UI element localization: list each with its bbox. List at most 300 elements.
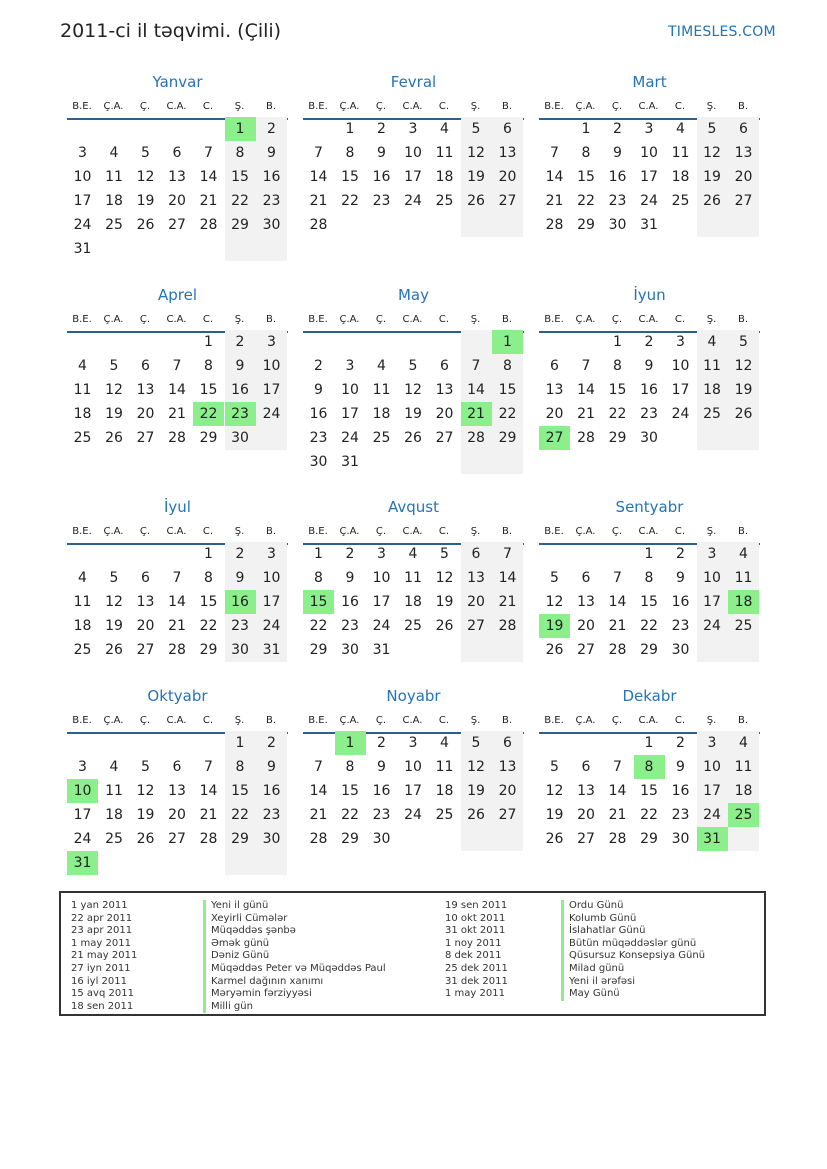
day-cell: 9 bbox=[235, 358, 245, 374]
day-cell: 21 bbox=[608, 807, 627, 823]
holiday-day: 23 bbox=[225, 402, 256, 426]
day-cell: 5 bbox=[550, 759, 559, 775]
weekday-header: C. bbox=[202, 715, 214, 726]
day-cell: 25 bbox=[671, 193, 690, 209]
weekend-bg bbox=[225, 851, 256, 875]
day-cell: 5 bbox=[471, 121, 481, 137]
weekday-header: Ç. bbox=[139, 526, 151, 537]
day-cell: 20 bbox=[498, 169, 517, 185]
day-cell: 11 bbox=[734, 570, 753, 586]
holiday-date: 1 noy 2011 bbox=[445, 937, 502, 949]
holidays-list bbox=[59, 891, 766, 1016]
weekday-header: B.E. bbox=[72, 101, 92, 112]
weekday-header: Ç.A. bbox=[103, 314, 124, 325]
weekday-header: B. bbox=[265, 526, 277, 537]
weekday-header: Ş. bbox=[234, 101, 245, 112]
day-cell: 27 bbox=[136, 430, 155, 446]
day-cell: 20 bbox=[577, 807, 595, 823]
day-cell: 24 bbox=[341, 430, 359, 446]
day-cell: 27 bbox=[168, 831, 186, 847]
weekend-bg bbox=[461, 638, 492, 662]
day-cell: 17 bbox=[404, 169, 422, 185]
day-cell: 21 bbox=[199, 193, 218, 209]
day-cell: 24 bbox=[703, 618, 721, 634]
day-cell: 11 bbox=[435, 145, 454, 161]
day-cell: 24 bbox=[372, 618, 391, 634]
day-cell: 17 bbox=[262, 382, 281, 398]
holiday-date: 19 sen 2011 bbox=[445, 900, 508, 911]
day-cell: 18 bbox=[73, 618, 92, 634]
day-cell: 6 bbox=[172, 759, 182, 775]
day-cell: 30 bbox=[341, 642, 359, 658]
day-cell: 30 bbox=[309, 454, 328, 470]
day-cell: 9 bbox=[644, 358, 654, 374]
weekday-header: B.E. bbox=[72, 314, 92, 325]
weekday-header: C.A. bbox=[402, 715, 423, 726]
weekday-header: C. bbox=[674, 715, 686, 726]
day-cell: 17 bbox=[703, 594, 721, 610]
weekday-header: C. bbox=[202, 101, 214, 112]
holiday-name: Kolumb Günü bbox=[561, 913, 705, 926]
day-cell: 2 bbox=[314, 358, 323, 374]
day-cell: 6 bbox=[471, 546, 481, 562]
day-cell: 25 bbox=[73, 642, 92, 658]
day-cell: 18 bbox=[73, 406, 92, 422]
day-cell: 5 bbox=[109, 358, 119, 374]
brand-link[interactable]: TIMESLES.COM bbox=[668, 24, 776, 40]
day-cell: 20 bbox=[168, 193, 186, 209]
day-cell: 3 bbox=[644, 121, 654, 137]
month-yanvar bbox=[67, 73, 288, 263]
day-cell: 1 bbox=[314, 546, 323, 562]
weekday-header: Ş. bbox=[706, 101, 717, 112]
month-title: Aprel bbox=[157, 286, 198, 304]
month-dekabr bbox=[539, 687, 760, 877]
day-cell: 14 bbox=[168, 382, 186, 398]
day-cell: 20 bbox=[136, 406, 155, 422]
holiday-dates-left bbox=[71, 900, 137, 1013]
day-cell: 2 bbox=[235, 334, 245, 350]
day-cell: 8 bbox=[314, 570, 323, 586]
day-cell: 26 bbox=[467, 807, 485, 823]
month-i̇yun bbox=[539, 286, 760, 476]
weekend-bg bbox=[461, 450, 492, 474]
day-cell: 6 bbox=[172, 145, 182, 161]
day-cell: 26 bbox=[136, 831, 155, 847]
holiday-dates-right bbox=[445, 900, 508, 1001]
day-cell: 24 bbox=[404, 807, 422, 823]
weekday-header: B.E. bbox=[544, 526, 564, 537]
weekday-header: Ç.A. bbox=[575, 101, 596, 112]
day-cell: 19 bbox=[467, 169, 485, 185]
day-cell: 19 bbox=[545, 807, 564, 823]
weekday-header: Ç.A. bbox=[339, 715, 360, 726]
weekend-bg bbox=[728, 213, 759, 237]
day-cell: 18 bbox=[703, 382, 721, 398]
day-cell: 11 bbox=[404, 570, 422, 586]
weekend-bg bbox=[697, 213, 728, 237]
day-cell: 31 bbox=[262, 642, 281, 658]
day-cell: 10 bbox=[73, 169, 92, 185]
day-cell: 15 bbox=[608, 382, 627, 398]
day-cell: 26 bbox=[734, 406, 753, 422]
day-cell: 11 bbox=[734, 759, 753, 775]
day-cell: 3 bbox=[267, 334, 276, 350]
day-cell: 6 bbox=[503, 735, 512, 751]
day-cell: 8 bbox=[204, 570, 213, 586]
day-cell: 17 bbox=[671, 382, 690, 398]
day-cell: 8 bbox=[503, 358, 512, 374]
day-cell: 16 bbox=[309, 406, 328, 422]
holiday-day: 16 bbox=[225, 590, 256, 614]
day-cell: 6 bbox=[550, 358, 559, 374]
day-cell: 14 bbox=[309, 783, 328, 799]
weekday-header: Ş. bbox=[470, 526, 481, 537]
holiday-name: Qüsursuz Konsepsiya Günü bbox=[561, 950, 705, 963]
day-cell: 4 bbox=[739, 735, 748, 751]
day-cell: 4 bbox=[109, 759, 119, 775]
day-cell: 25 bbox=[435, 807, 454, 823]
day-cell: 2 bbox=[235, 546, 245, 562]
day-cell: 7 bbox=[172, 570, 182, 586]
holiday-date: 27 iyn 2011 bbox=[71, 962, 131, 974]
day-cell: 21 bbox=[168, 406, 186, 422]
day-cell: 1 bbox=[613, 334, 622, 350]
day-cell: 28 bbox=[309, 831, 328, 847]
day-cell: 22 bbox=[341, 193, 359, 209]
day-cell: 1 bbox=[581, 121, 591, 137]
day-cell: 25 bbox=[734, 618, 753, 634]
weekday-header: B.E. bbox=[308, 526, 328, 537]
month-oktyabr bbox=[67, 687, 288, 877]
day-cell: 30 bbox=[608, 217, 627, 233]
day-cell: 12 bbox=[105, 594, 123, 610]
day-cell: 6 bbox=[141, 570, 150, 586]
month-fevral bbox=[303, 73, 524, 263]
day-cell: 19 bbox=[105, 618, 123, 634]
day-cell: 2 bbox=[377, 735, 386, 751]
day-cell: 6 bbox=[440, 358, 449, 374]
day-cell: 24 bbox=[404, 193, 422, 209]
holiday-date: 15 avq 2011 bbox=[71, 988, 134, 1000]
day-cell: 10 bbox=[703, 759, 721, 775]
day-cell: 18 bbox=[435, 169, 454, 185]
holiday-date: 31 okt 2011 bbox=[445, 925, 506, 937]
weekday-header: B. bbox=[737, 101, 749, 112]
day-cell: 29 bbox=[608, 430, 627, 446]
weekday-header: C.A. bbox=[638, 715, 659, 726]
holiday-date: 23 apr 2011 bbox=[71, 925, 133, 937]
day-cell: 20 bbox=[577, 618, 595, 634]
day-cell: 12 bbox=[734, 358, 753, 374]
day-cell: 16 bbox=[671, 594, 690, 610]
day-cell: 19 bbox=[435, 594, 454, 610]
holiday-name: Müqəddəs Peter və Müqəddəs Paul bbox=[203, 963, 386, 976]
weekend-bg bbox=[728, 638, 759, 662]
weekday-header: C.A. bbox=[402, 101, 423, 112]
weekend-bg bbox=[728, 426, 759, 450]
day-cell: 13 bbox=[577, 783, 595, 799]
day-cell: 10 bbox=[262, 570, 281, 586]
weekday-header: Ç. bbox=[139, 314, 151, 325]
day-cell: 21 bbox=[309, 807, 328, 823]
day-cell: 16 bbox=[640, 382, 658, 398]
weekday-header: B. bbox=[265, 101, 277, 112]
day-cell: 3 bbox=[78, 759, 87, 775]
day-cell: 2 bbox=[377, 121, 386, 137]
day-cell: 17 bbox=[640, 169, 658, 185]
day-cell: 3 bbox=[377, 546, 386, 562]
weekday-header: B. bbox=[737, 715, 749, 726]
day-cell: 17 bbox=[703, 783, 721, 799]
weekday-header: B.E. bbox=[308, 101, 328, 112]
weekday-header: C.A. bbox=[402, 314, 423, 325]
day-cell: 24 bbox=[703, 807, 721, 823]
day-cell: 22 bbox=[341, 807, 359, 823]
day-cell: 10 bbox=[703, 570, 721, 586]
page-title: 2011-ci il təqvimi. (Çili) bbox=[60, 20, 282, 42]
day-cell: 22 bbox=[498, 406, 517, 422]
day-cell: 27 bbox=[467, 618, 485, 634]
weekend-bg bbox=[256, 851, 287, 875]
weekday-header: C. bbox=[438, 526, 450, 537]
day-cell: 7 bbox=[613, 570, 622, 586]
day-cell: 26 bbox=[105, 430, 123, 446]
day-cell: 8 bbox=[644, 570, 654, 586]
day-cell: 14 bbox=[608, 594, 627, 610]
day-cell: 19 bbox=[703, 169, 721, 185]
weekday-header: C.A. bbox=[166, 526, 187, 537]
day-cell: 28 bbox=[467, 430, 485, 446]
day-cell: 5 bbox=[141, 759, 150, 775]
day-cell: 10 bbox=[372, 570, 391, 586]
day-cell: 27 bbox=[498, 193, 517, 209]
day-cell: 14 bbox=[199, 169, 218, 185]
day-cell: 29 bbox=[640, 831, 658, 847]
day-cell: 4 bbox=[440, 121, 449, 137]
day-cell: 31 bbox=[341, 454, 359, 470]
day-cell: 29 bbox=[498, 430, 517, 446]
day-cell: 16 bbox=[341, 594, 359, 610]
day-cell: 4 bbox=[707, 334, 717, 350]
day-cell: 29 bbox=[231, 217, 249, 233]
weekend-bg bbox=[461, 827, 492, 851]
holiday-name: Karmel dağının xanımı bbox=[203, 976, 386, 989]
holiday-name: Ordu Günü bbox=[561, 900, 705, 913]
holiday-day: 31 bbox=[67, 851, 98, 875]
day-cell: 30 bbox=[640, 430, 658, 446]
weekday-header: Ç.A. bbox=[339, 101, 360, 112]
weekend-bg bbox=[225, 237, 256, 261]
weekday-header: B.E. bbox=[544, 314, 564, 325]
day-cell: 15 bbox=[341, 169, 359, 185]
weekday-header: C. bbox=[202, 526, 214, 537]
day-cell: 30 bbox=[671, 831, 690, 847]
day-cell: 30 bbox=[231, 642, 249, 658]
day-cell: 12 bbox=[105, 382, 123, 398]
day-cell: 6 bbox=[739, 121, 748, 137]
holiday-date: 10 okt 2011 bbox=[445, 912, 506, 924]
day-cell: 6 bbox=[581, 759, 591, 775]
holiday-date: 25 dek 2011 bbox=[445, 962, 508, 974]
day-cell: 23 bbox=[309, 430, 328, 446]
weekend-bg bbox=[697, 638, 728, 662]
day-cell: 21 bbox=[608, 618, 627, 634]
day-cell: 20 bbox=[467, 594, 485, 610]
weekday-header: C. bbox=[674, 314, 686, 325]
day-cell: 9 bbox=[676, 759, 685, 775]
day-cell: 5 bbox=[109, 570, 119, 586]
holiday-day: 19 bbox=[539, 614, 570, 638]
day-cell: 2 bbox=[267, 735, 276, 751]
day-cell: 10 bbox=[262, 358, 281, 374]
day-cell: 7 bbox=[550, 145, 559, 161]
month-aprel bbox=[67, 286, 288, 476]
day-cell: 20 bbox=[734, 169, 753, 185]
holiday-date: 22 apr 2011 bbox=[71, 912, 133, 924]
weekday-header: B. bbox=[501, 314, 513, 325]
day-cell: 9 bbox=[235, 570, 245, 586]
day-cell: 13 bbox=[734, 145, 753, 161]
day-cell: 25 bbox=[105, 217, 123, 233]
day-cell: 23 bbox=[372, 807, 391, 823]
day-cell: 28 bbox=[545, 217, 564, 233]
weekday-header: Ç.A. bbox=[339, 314, 360, 325]
weekday-header: B.E. bbox=[72, 715, 92, 726]
day-cell: 17 bbox=[341, 406, 359, 422]
day-cell: 1 bbox=[204, 334, 213, 350]
day-cell: 23 bbox=[608, 193, 627, 209]
day-cell: 25 bbox=[73, 430, 92, 446]
day-cell: 13 bbox=[435, 382, 454, 398]
weekday-header: Ç. bbox=[611, 101, 623, 112]
day-cell: 16 bbox=[372, 783, 391, 799]
day-cell: 24 bbox=[73, 217, 92, 233]
day-cell: 22 bbox=[199, 618, 218, 634]
weekend-bg bbox=[728, 827, 759, 851]
day-cell: 26 bbox=[136, 217, 155, 233]
day-cell: 27 bbox=[498, 807, 517, 823]
weekend-bg bbox=[492, 638, 523, 662]
day-cell: 12 bbox=[467, 759, 485, 775]
day-cell: 5 bbox=[550, 570, 559, 586]
day-cell: 8 bbox=[204, 358, 213, 374]
day-cell: 1 bbox=[644, 546, 654, 562]
day-cell: 24 bbox=[671, 406, 690, 422]
day-cell: 12 bbox=[136, 169, 155, 185]
day-cell: 15 bbox=[231, 169, 249, 185]
day-cell: 20 bbox=[498, 783, 517, 799]
day-cell: 4 bbox=[78, 570, 87, 586]
day-cell: 29 bbox=[199, 642, 218, 658]
day-cell: 30 bbox=[671, 642, 690, 658]
holiday-names-left bbox=[203, 900, 386, 1013]
day-cell: 13 bbox=[136, 594, 155, 610]
weekday-header: Ş. bbox=[234, 715, 245, 726]
day-cell: 10 bbox=[341, 382, 359, 398]
weekday-header: C. bbox=[202, 314, 214, 325]
day-cell: 29 bbox=[341, 831, 359, 847]
day-cell: 28 bbox=[168, 430, 186, 446]
day-cell: 30 bbox=[372, 831, 391, 847]
day-cell: 15 bbox=[231, 783, 249, 799]
day-cell: 24 bbox=[262, 618, 281, 634]
day-cell: 29 bbox=[577, 217, 595, 233]
day-cell: 1 bbox=[644, 735, 654, 751]
day-cell: 28 bbox=[498, 618, 517, 634]
day-cell: 29 bbox=[640, 642, 658, 658]
day-cell: 9 bbox=[345, 570, 355, 586]
holiday-date: 16 iyl 2011 bbox=[71, 975, 128, 987]
day-cell: 11 bbox=[105, 783, 123, 799]
holiday-day: 31 bbox=[697, 827, 728, 851]
day-cell: 30 bbox=[262, 831, 281, 847]
day-cell: 15 bbox=[341, 783, 359, 799]
day-cell: 7 bbox=[204, 759, 213, 775]
day-cell: 7 bbox=[613, 759, 622, 775]
weekday-header: Ç. bbox=[139, 101, 151, 112]
day-cell: 11 bbox=[671, 145, 690, 161]
weekday-header: Ç. bbox=[139, 715, 151, 726]
holiday-day: 27 bbox=[539, 426, 570, 450]
weekday-header: C. bbox=[674, 526, 686, 537]
day-cell: 12 bbox=[136, 783, 155, 799]
weekday-header: Ç. bbox=[375, 314, 387, 325]
weekday-header: Ş. bbox=[470, 101, 481, 112]
weekday-header: Ş. bbox=[706, 314, 717, 325]
month-title: Noyabr bbox=[386, 687, 441, 705]
day-cell: 6 bbox=[581, 570, 591, 586]
day-cell: 7 bbox=[503, 546, 512, 562]
day-cell: 12 bbox=[467, 145, 485, 161]
month-avqust bbox=[303, 498, 524, 688]
day-cell: 15 bbox=[640, 783, 658, 799]
day-cell: 9 bbox=[377, 145, 386, 161]
day-cell: 29 bbox=[199, 430, 218, 446]
weekday-header: C.A. bbox=[402, 526, 423, 537]
day-cell: 5 bbox=[141, 145, 150, 161]
weekday-header: B.E. bbox=[544, 101, 564, 112]
day-cell: 21 bbox=[577, 406, 595, 422]
day-cell: 15 bbox=[199, 594, 218, 610]
day-cell: 27 bbox=[435, 430, 454, 446]
day-cell: 9 bbox=[613, 145, 622, 161]
day-cell: 3 bbox=[707, 546, 717, 562]
day-cell: 18 bbox=[671, 169, 690, 185]
day-cell: 22 bbox=[309, 618, 328, 634]
weekday-header: Ş. bbox=[234, 314, 245, 325]
day-cell: 13 bbox=[498, 145, 517, 161]
day-cell: 23 bbox=[372, 193, 391, 209]
day-cell: 25 bbox=[372, 430, 391, 446]
day-cell: 5 bbox=[707, 121, 717, 137]
day-cell: 4 bbox=[408, 546, 418, 562]
weekday-header: B.E. bbox=[72, 526, 92, 537]
holiday-day: 8 bbox=[634, 755, 665, 779]
day-cell: 1 bbox=[235, 735, 245, 751]
day-cell: 4 bbox=[676, 121, 685, 137]
weekday-header: B.E. bbox=[544, 715, 564, 726]
holiday-name: Məryəmin fərziyyəsi bbox=[203, 988, 386, 1001]
weekday-header: Ş. bbox=[706, 526, 717, 537]
holiday-day: 18 bbox=[728, 590, 759, 614]
day-cell: 21 bbox=[168, 618, 186, 634]
day-cell: 26 bbox=[545, 642, 564, 658]
day-cell: 26 bbox=[105, 642, 123, 658]
day-cell: 14 bbox=[577, 382, 595, 398]
day-cell: 26 bbox=[545, 831, 564, 847]
day-cell: 15 bbox=[199, 382, 218, 398]
